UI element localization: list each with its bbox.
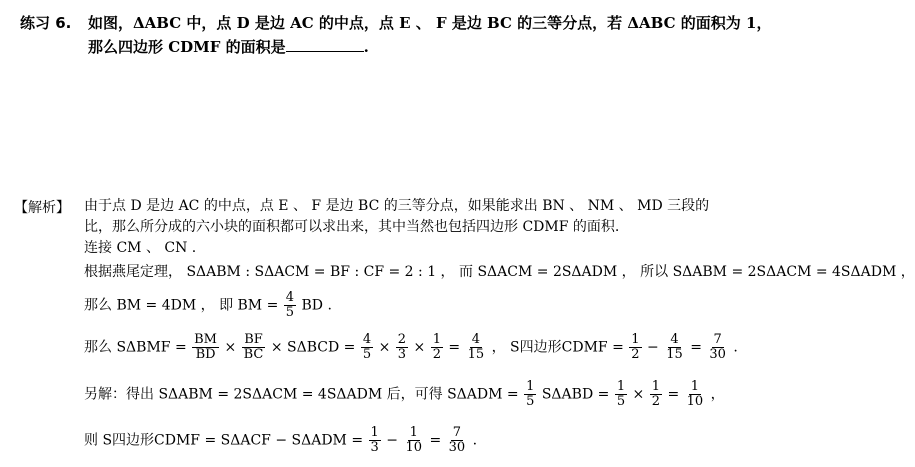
fraction: [284, 291, 296, 320]
fraction-denominator: 15: [666, 347, 683, 362]
line6-text-b: × SΔBCD =: [270, 339, 356, 356]
solution-line8: [84, 426, 477, 455]
fraction-denominator: 3: [397, 347, 407, 362]
fraction-numerator: 4: [285, 290, 295, 305]
fraction-denominator: 5: [526, 394, 535, 409]
fraction-numerator: 1: [631, 332, 640, 347]
fraction-numerator: BF: [244, 332, 263, 347]
fraction-numerator: 1: [409, 425, 418, 440]
fraction: [192, 333, 219, 362]
fraction-denominator: 30: [448, 440, 466, 455]
equals-sign: =: [690, 339, 702, 356]
fraction-numerator: 1: [651, 379, 661, 394]
fraction-denominator: 2: [651, 394, 661, 409]
question-text-line2-end: .: [363, 38, 369, 56]
fraction-denominator: 5: [362, 347, 372, 362]
times-sign: ×: [378, 339, 391, 356]
fraction-numerator: 4: [670, 332, 679, 347]
fraction: [466, 333, 487, 362]
fraction-denominator: 15: [467, 347, 485, 362]
solution-line1: 由于点 D 是边 AC 的中点，点 E 、 F 是边 BC 的三等分点，如果能求出 BN 、 NM 、 MD 三段的: [84, 198, 710, 214]
question-text-line2-body: 那么四边形 CDMF 的面积是: [88, 38, 286, 56]
fraction-denominator: 10: [686, 394, 704, 409]
line7-text-a: 另解：得出 SΔABM = 2SΔACM = 4SΔADM 后，可得 SΔADM =: [84, 386, 519, 403]
fraction-denominator: BC: [243, 347, 264, 362]
solution-tag: 【解析】: [14, 200, 70, 216]
fraction: [650, 380, 662, 409]
fraction-numerator: 2: [397, 332, 407, 347]
fraction-numerator: 7: [713, 332, 722, 347]
fraction: [615, 380, 627, 409]
line8-text-a: 则 S四边形CDMF = SΔACF − SΔADM =: [84, 432, 364, 449]
fraction-denominator: 2: [631, 347, 640, 362]
equals-sign: =: [667, 386, 680, 403]
fraction: [242, 333, 266, 362]
solution-line2: 比，那么所分成的六小块的面积都可以求出来，其中当然也包括四边形 CDMF 的面积.: [84, 219, 620, 235]
equals-sign: =: [429, 432, 442, 449]
fraction-denominator: 10: [405, 440, 422, 455]
fraction-denominator: 30: [709, 347, 726, 362]
fraction: [361, 333, 373, 362]
times-sign: ×: [632, 386, 645, 403]
fraction-numerator: 4: [471, 332, 481, 347]
fraction-denominator: 2: [432, 347, 441, 362]
fraction: [629, 333, 641, 362]
fraction-numerator: 1: [616, 379, 626, 394]
solution-line4: 根据燕尾定理， SΔABM : SΔACM = BF : CF = 2 : 1 ， 而 SΔACM = 2SΔADM ， 所以 SΔABM = 2SΔACM = 4SΔADM ，: [84, 264, 915, 280]
line6-text-a: 那么 SΔBMF =: [84, 339, 187, 356]
answer-blank: [286, 37, 364, 52]
line5-text-a: 那么 BM = 4DM ， 即 BM =: [84, 297, 279, 314]
fraction-numerator: 1: [370, 425, 379, 440]
fraction-numerator: 1: [526, 379, 535, 394]
fraction-numerator: 7: [452, 425, 462, 440]
line8-end: .: [472, 432, 478, 449]
fraction-denominator: 5: [616, 394, 626, 409]
fraction-denominator: 3: [370, 440, 379, 455]
fraction: [369, 426, 381, 455]
fraction-numerator: 1: [432, 332, 441, 347]
solution-line5: [84, 291, 332, 320]
fraction: [685, 380, 706, 409]
question-text-line1: 如图，ΔABC 中，点 D 是边 AC 的中点，点 E 、 F 是边 BC 的三等分点，若 ΔABC 的面积为 1，: [88, 14, 772, 32]
line6-text-c: ， S四边形CDMF =: [491, 339, 624, 356]
fraction-numerator: BM: [194, 332, 217, 347]
fraction: [707, 333, 728, 362]
fraction: [447, 426, 468, 455]
fraction: [664, 333, 685, 362]
fraction-numerator: 4: [362, 332, 372, 347]
fraction-numerator: 1: [690, 379, 700, 394]
question-text-line2: [88, 37, 369, 57]
line5-text-b: BD .: [301, 297, 332, 314]
line7-text-b: SΔABD =: [541, 386, 610, 403]
times-sign: ×: [224, 339, 237, 356]
solution-line7: [84, 380, 725, 409]
times-sign: ×: [413, 339, 426, 356]
solution-line3: 连接 CM 、 CN .: [84, 240, 197, 256]
fraction-denominator: 5: [285, 305, 295, 320]
fraction: [431, 333, 443, 362]
line6-end: .: [733, 339, 738, 356]
solution-line6: [84, 333, 738, 362]
equals-sign: =: [448, 339, 461, 356]
fraction: [396, 333, 408, 362]
minus-sign: −: [647, 339, 659, 356]
fraction-denominator: BD: [195, 347, 216, 362]
question-label: 练习 6.: [20, 14, 72, 32]
minus-sign: −: [386, 432, 398, 449]
fraction: [524, 380, 536, 409]
fraction: [403, 426, 424, 455]
line7-end: ，: [710, 386, 725, 403]
